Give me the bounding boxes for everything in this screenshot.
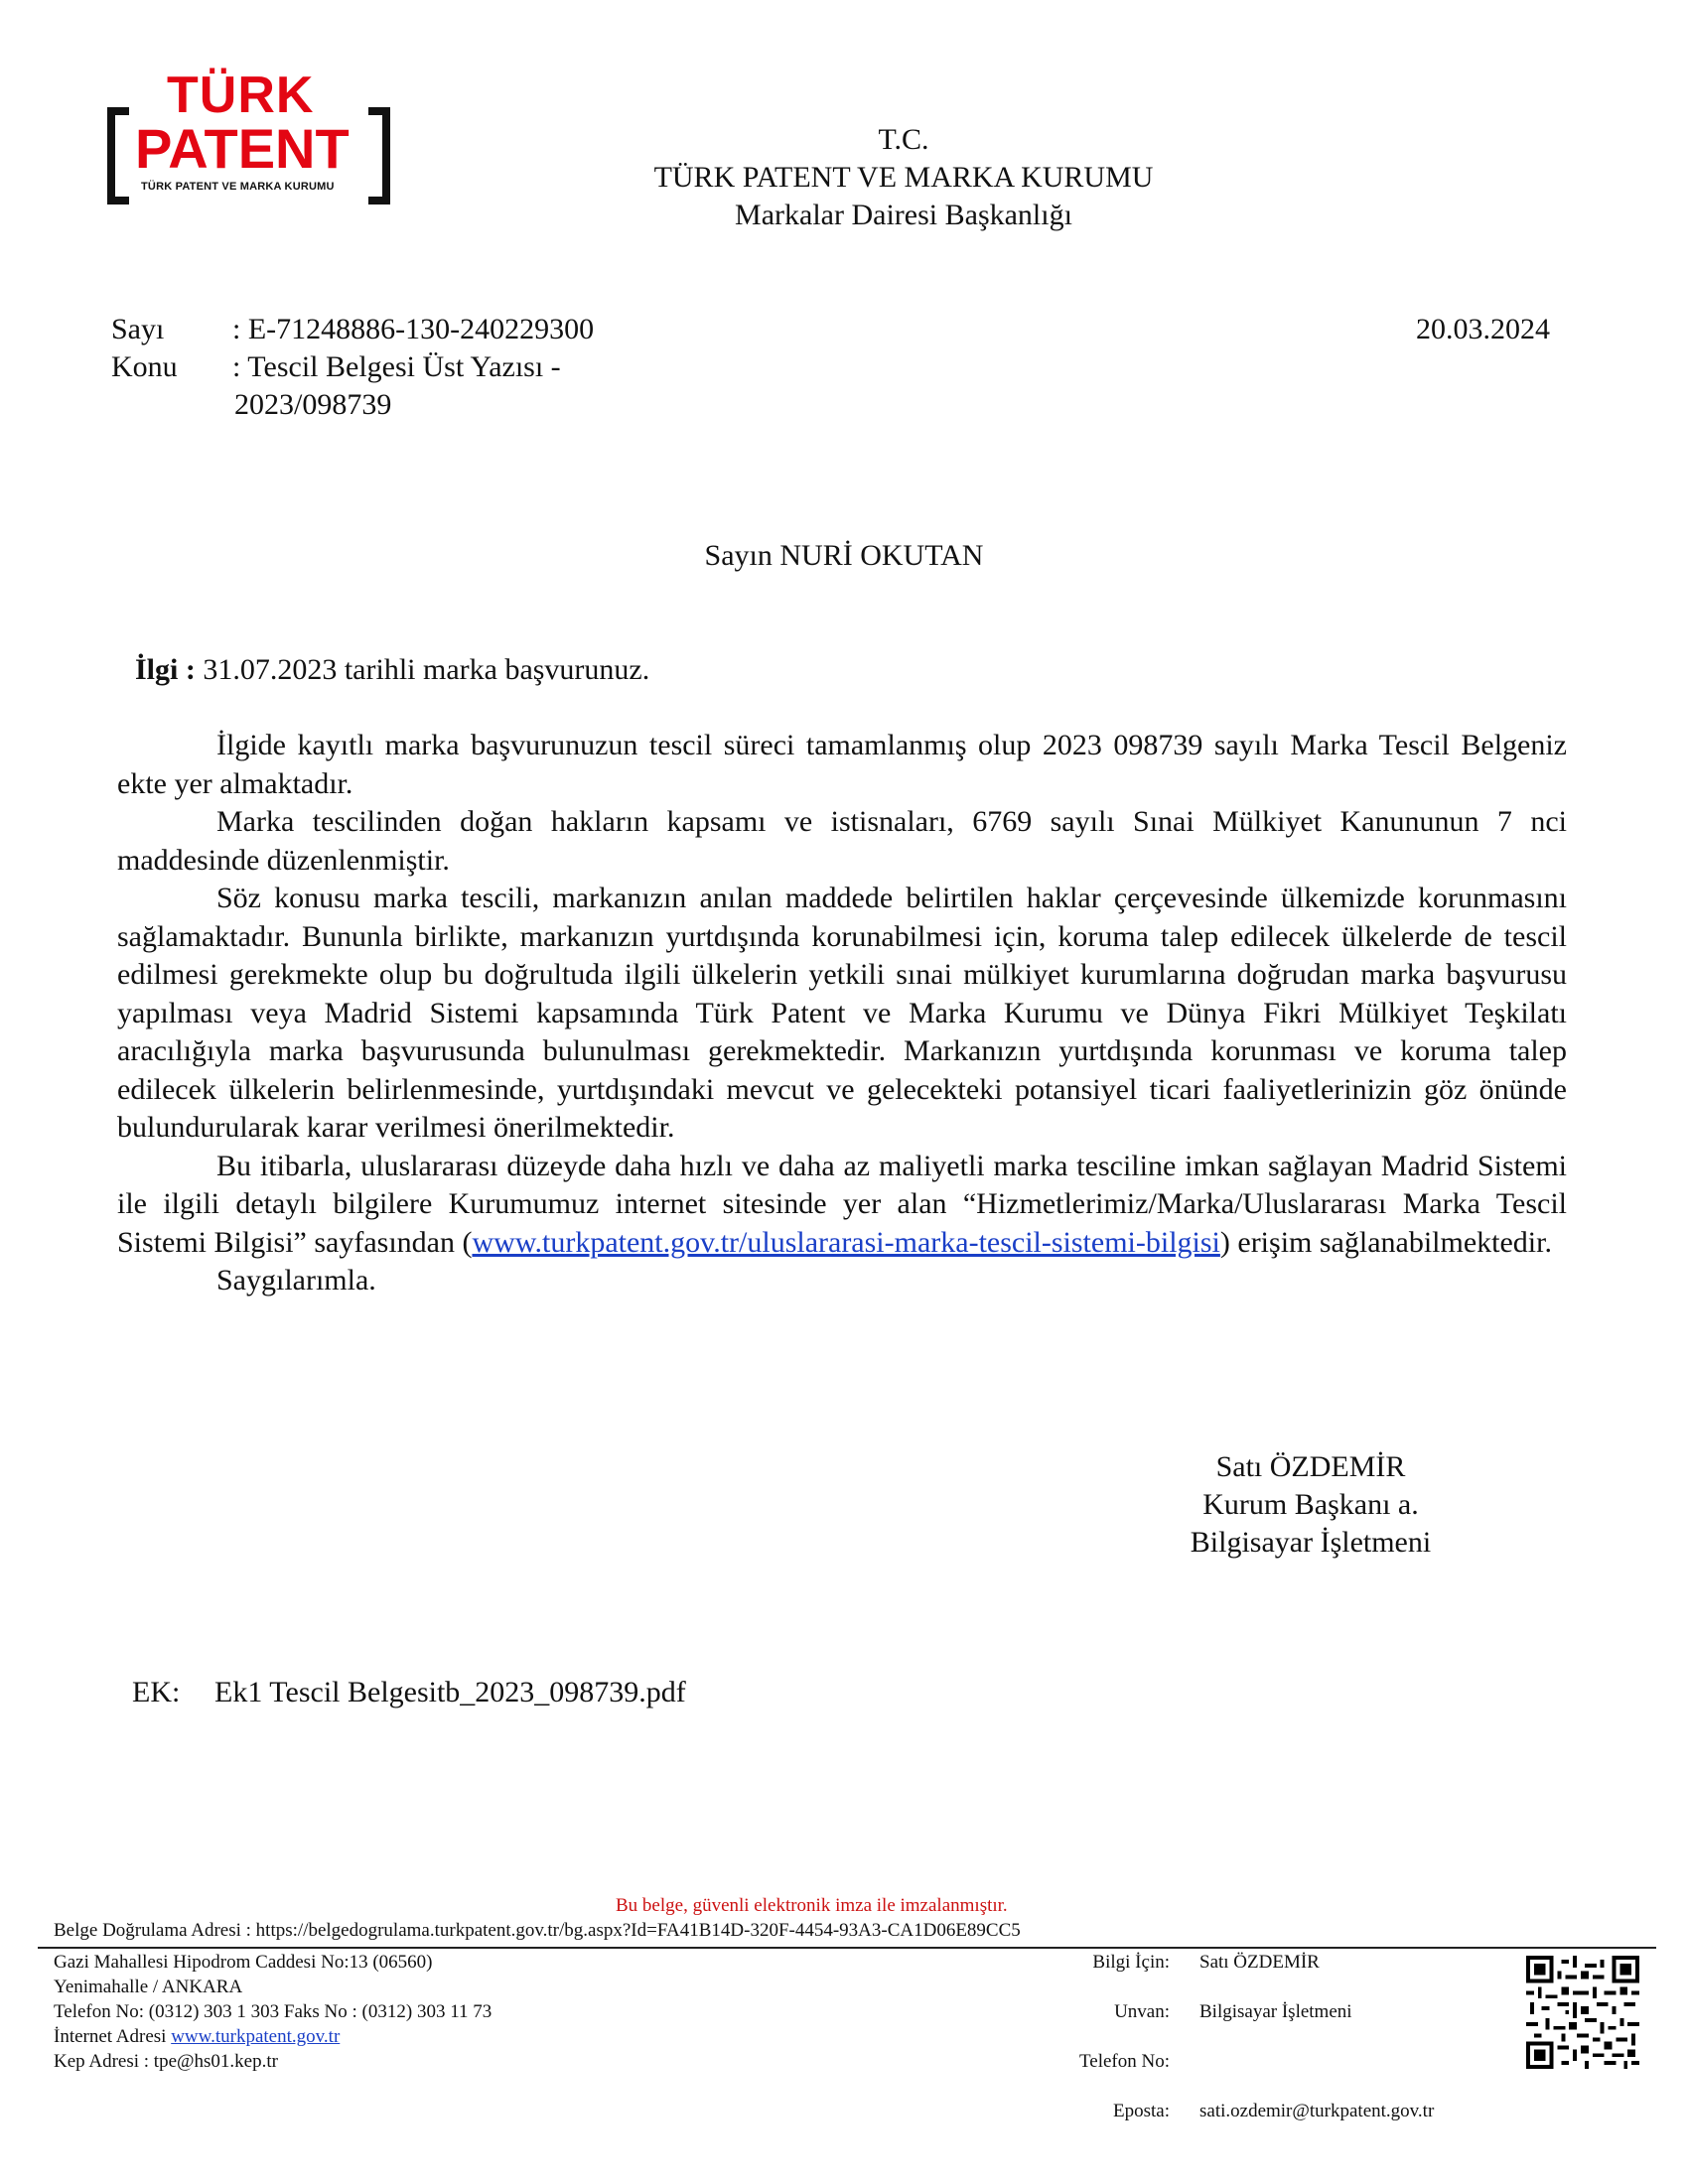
signature-title1: Kurum Başkanı a. <box>1202 1488 1419 1521</box>
konu-value-line2: 2023/098739 <box>234 388 392 421</box>
header-line2: TÜRK PATENT VE MARKA KURUMU <box>653 161 1154 194</box>
logo-subtitle: TÜRK PATENT VE MARKA KURUMU <box>141 181 335 193</box>
body-text <box>117 727 1567 1300</box>
konu-label: Konu <box>111 350 178 383</box>
logo-bracket-left <box>107 107 129 205</box>
unvan-label: Unvan: <box>1114 2001 1170 2022</box>
signature-name: Satı ÖZDEMİR <box>1215 1450 1406 1483</box>
esign-note: Bu belge, güvenli elektronik imza ile imzalanmıştır. <box>616 1895 1008 1916</box>
signature-title2: Bilgisayar İşletmeni <box>1190 1526 1432 1559</box>
tel-label: Telefon No: <box>1078 2051 1170 2072</box>
phone-fax: Telefon No: (0312) 303 1 303 Faks No : (0312) 303 11 73 <box>54 2001 492 2022</box>
unvan-value: Bilgisayar İşletmeni <box>1199 2001 1352 2022</box>
address-line1: Gazi Mahallesi Hipodrom Caddesi No:13 (06560) <box>54 1952 433 1973</box>
paragraph-3: Söz konusu marka tescili, markanızın anılan maddede belirtilen haklar çerçevesinde ülkemizde korunmasını sağlamaktadır. Bununla birlikte, markanızın yurtdışında korunabilmesi için, koruma talep edilecek ülkelerde de tescil edilmesi gerekmekte olup bu doğrultuda ilgili ülkelerin yetkili sınai mülkiyet kurumlarına doğrudan marka başvurusu yapılması veya Madrid Sistemi kapsamında Türk Patent ve Marka Kurumu ve Dünya Fikri Mülkiyet Teşkilatı aracılığıyla marka başvurusunda bulunulması gerekmektedir. Markanızın yurtdışında korunması ve koruma talep edilecek ülkelerin belirlenmesinde, yurtdışındaki mevcut ve gelecekteki potansiyel ticari faaliyetlerinizin göz önünde bulundurularak karar verilmesi önerilmektedir. <box>117 882 1567 1144</box>
ilgi-label: İlgi : <box>135 653 196 686</box>
konu-value-line1: : Tescil Belgesi Üst Yazısı - <box>232 350 561 383</box>
sayi-label: Sayı <box>111 313 165 345</box>
logo-line1: TÜRK <box>167 67 315 124</box>
paragraph-4 <box>117 1148 1567 1263</box>
ilgi-line <box>135 651 649 689</box>
closing: Saygılarımla. <box>216 1264 376 1297</box>
info-label: Bilgi İçin: <box>1092 1952 1170 1973</box>
kep-address: Kep Adresi : tpe@hs01.kep.tr <box>54 2051 278 2072</box>
web-label: İnternet Adresi <box>54 2026 172 2047</box>
email-value: sati.ozdemir@turkpatent.gov.tr <box>1199 2101 1435 2121</box>
ilgi-text: 31.07.2023 tarihli marka başvurunuz. <box>195 653 650 686</box>
paragraph-1: İlgide kayıtlı marka başvurunuzun tescil süreci tamamlanmış olup 2023 098739 sayılı Marka Tescil Belgeniz ekte yer almaktadır. <box>117 729 1567 800</box>
attachment-label: EK: <box>132 1676 181 1708</box>
web-line <box>54 2024 340 2049</box>
paragraph-4-a: Bu itibarla, uluslararası düzeyde daha hızlı ve daha az maliyetli marka tesciline imkan sağlayan Madrid Sistemi ile ilgili detaylı bilgilere Kurumumuz internet sitesinde yer alan “Hizmetlerimiz/Marka/Uluslararası Marka Tescil Sistemi Bilgisi” sayfasından ( <box>117 1149 1567 1259</box>
paragraph-4-b: ) erişim sağlanabilmektedir. <box>1219 1225 1552 1259</box>
logo-bracket-right <box>368 107 390 205</box>
email-label: Eposta: <box>1113 2101 1170 2121</box>
madrid-info-link[interactable]: www.turkpatent.gov.tr/uluslararasi-marka-tescil-sistemi-bilgisi <box>472 1225 1220 1259</box>
logo-line2: PATENT <box>135 117 350 180</box>
paragraph-2: Marka tescilinden doğan hakların kapsamı ve istisnaları, 6769 sayılı Sınai Mülkiyet Kanununun 7 nci maddesinde düzenlenmiştir. <box>117 805 1567 877</box>
address-line2: Yenimahalle / ANKARA <box>54 1977 243 1997</box>
verify-address: Belge Doğrulama Adresi : https://belgedogrulama.turkpatent.gov.tr/bg.aspx?Id=FA41B14D-320F-4454-93A3-CA1D06E89CC5 <box>54 1920 1021 1941</box>
qr-code-icon <box>1526 1956 1639 2069</box>
turkpatent-logo <box>107 69 390 199</box>
web-link[interactable]: www.turkpatent.gov.tr <box>171 2026 341 2047</box>
info-value: Satı ÖZDEMİR <box>1199 1952 1320 1973</box>
header-line1: T.C. <box>878 123 929 156</box>
header-line3: Markalar Dairesi Başkanlığı <box>735 199 1072 231</box>
document-date: 20.03.2024 <box>1416 313 1550 345</box>
footer-divider <box>38 1947 1656 1949</box>
salutation: Sayın NURİ OKUTAN <box>704 539 984 572</box>
sayi-value: : E-71248886-130-240229300 <box>232 313 595 345</box>
attachment-file: Ek1 Tescil Belgesitb_2023_098739.pdf <box>214 1676 686 1708</box>
